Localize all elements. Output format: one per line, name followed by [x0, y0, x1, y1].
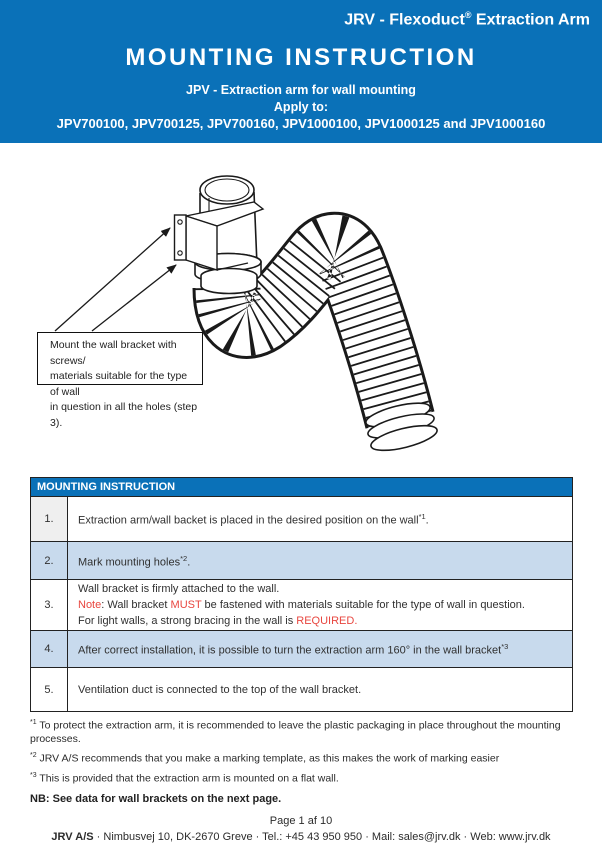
row-number: 5.	[31, 668, 68, 711]
callout-box	[37, 332, 203, 429]
mounting-instruction-table	[30, 477, 573, 712]
row-number: 2.	[31, 542, 68, 579]
company-line	[0, 831, 602, 843]
footnote-2	[30, 749, 575, 766]
step-text: Extraction arm/wall backet is placed in the desired position on the wall	[78, 514, 419, 527]
callout-arrows	[55, 228, 176, 331]
callout-line: in question in all the holes (step 3).	[50, 401, 198, 429]
footnote-ref: *1	[418, 512, 426, 522]
step-text-line: Wall bracket is firmly attached to the wall.	[78, 583, 280, 595]
note-label: Note	[78, 599, 102, 611]
table-row-2	[31, 542, 572, 580]
step-text: Mark mounting holes	[78, 556, 181, 569]
brand-suffix: Extraction Arm	[471, 11, 590, 29]
footnote-marker: *1	[30, 719, 37, 726]
row-number: 1.	[31, 497, 68, 541]
step-text: After correct installation, it is possible to turn the extraction arm 160° in the wall bracket	[78, 644, 502, 657]
step-text-tail: .	[187, 556, 191, 569]
step-text-line	[78, 597, 562, 613]
must-emphasis: MUST	[170, 599, 202, 611]
row-text	[68, 668, 572, 711]
header-banner	[0, 0, 602, 143]
model-list: JPV700100, JPV700125, JPV700160, JPV1000100, JPV1000125 and JPV1000160	[56, 116, 546, 131]
table-row-4	[31, 631, 572, 668]
page-footer	[0, 815, 602, 843]
step-text: For light walls, a strong bracing in the wall is	[78, 615, 297, 627]
footnote-ref: *3	[501, 642, 509, 652]
table-row-1	[31, 497, 572, 542]
footnote-text: This is provided that the extraction arm is mounted on a flat wall.	[36, 772, 339, 785]
row-number: 3.	[31, 580, 68, 630]
footnote-1	[30, 716, 575, 746]
row-text	[68, 631, 572, 667]
step-text: Ventilation duct is connected to the top of the wall bracket.	[78, 683, 362, 696]
row-number: 4.	[31, 631, 68, 667]
apply-to-label: Apply to:	[273, 100, 329, 114]
hose-drawing	[228, 247, 439, 455]
footnote-text: To protect the extraction arm, it is recommended to leave the plastic packaging in place throughout the mounting processes.	[30, 719, 561, 745]
table-row-3	[31, 580, 572, 631]
step-text-line	[78, 613, 562, 629]
page-title: MOUNTING INSTRUCTION	[125, 44, 477, 71]
row-text	[68, 497, 572, 541]
figure-area	[0, 143, 602, 477]
brand-line	[344, 10, 590, 29]
footnote-3	[30, 769, 575, 786]
page-number: Page 1 af 10	[269, 815, 333, 827]
row-text	[68, 542, 572, 579]
footnote-marker: *3	[30, 772, 37, 779]
footnote-ref: *2	[180, 553, 188, 563]
nb-note: NB: See data for wall brackets on the next page.	[30, 792, 282, 805]
company-name: JRV A/S	[51, 831, 94, 843]
row-text	[68, 580, 572, 630]
footnote-text: JRV A/S recommends that you make a marking template, as this makes the work of marking easier	[36, 752, 500, 765]
table-header: MOUNTING INSTRUCTION	[31, 478, 572, 497]
step-text-tail: .	[425, 514, 429, 527]
table-row-5	[31, 668, 572, 711]
footnote-marker: *2	[30, 752, 37, 759]
brand-prefix: JRV - Flexoduct	[344, 11, 465, 29]
registered-mark: ®	[464, 10, 472, 20]
footnotes	[30, 716, 575, 805]
company-details: · Nimbusvej 10, DK-2670 Greve · Tel.: +45 43 950 950 · Mail: sales@jrv.dk · Web: www.jrv.dk	[93, 831, 551, 843]
required-emphasis: REQUIRED.	[296, 615, 358, 627]
callout-line: materials suitable for the type of wall	[50, 370, 188, 398]
subtitle: JPV - Extraction arm for wall mounting	[186, 83, 416, 97]
callout-line: Mount the wall bracket with screws/	[50, 339, 177, 367]
step-text: be fastened with materials suitable for the type of wall in question.	[201, 599, 525, 611]
step-text: : Wall bracket	[101, 599, 171, 611]
